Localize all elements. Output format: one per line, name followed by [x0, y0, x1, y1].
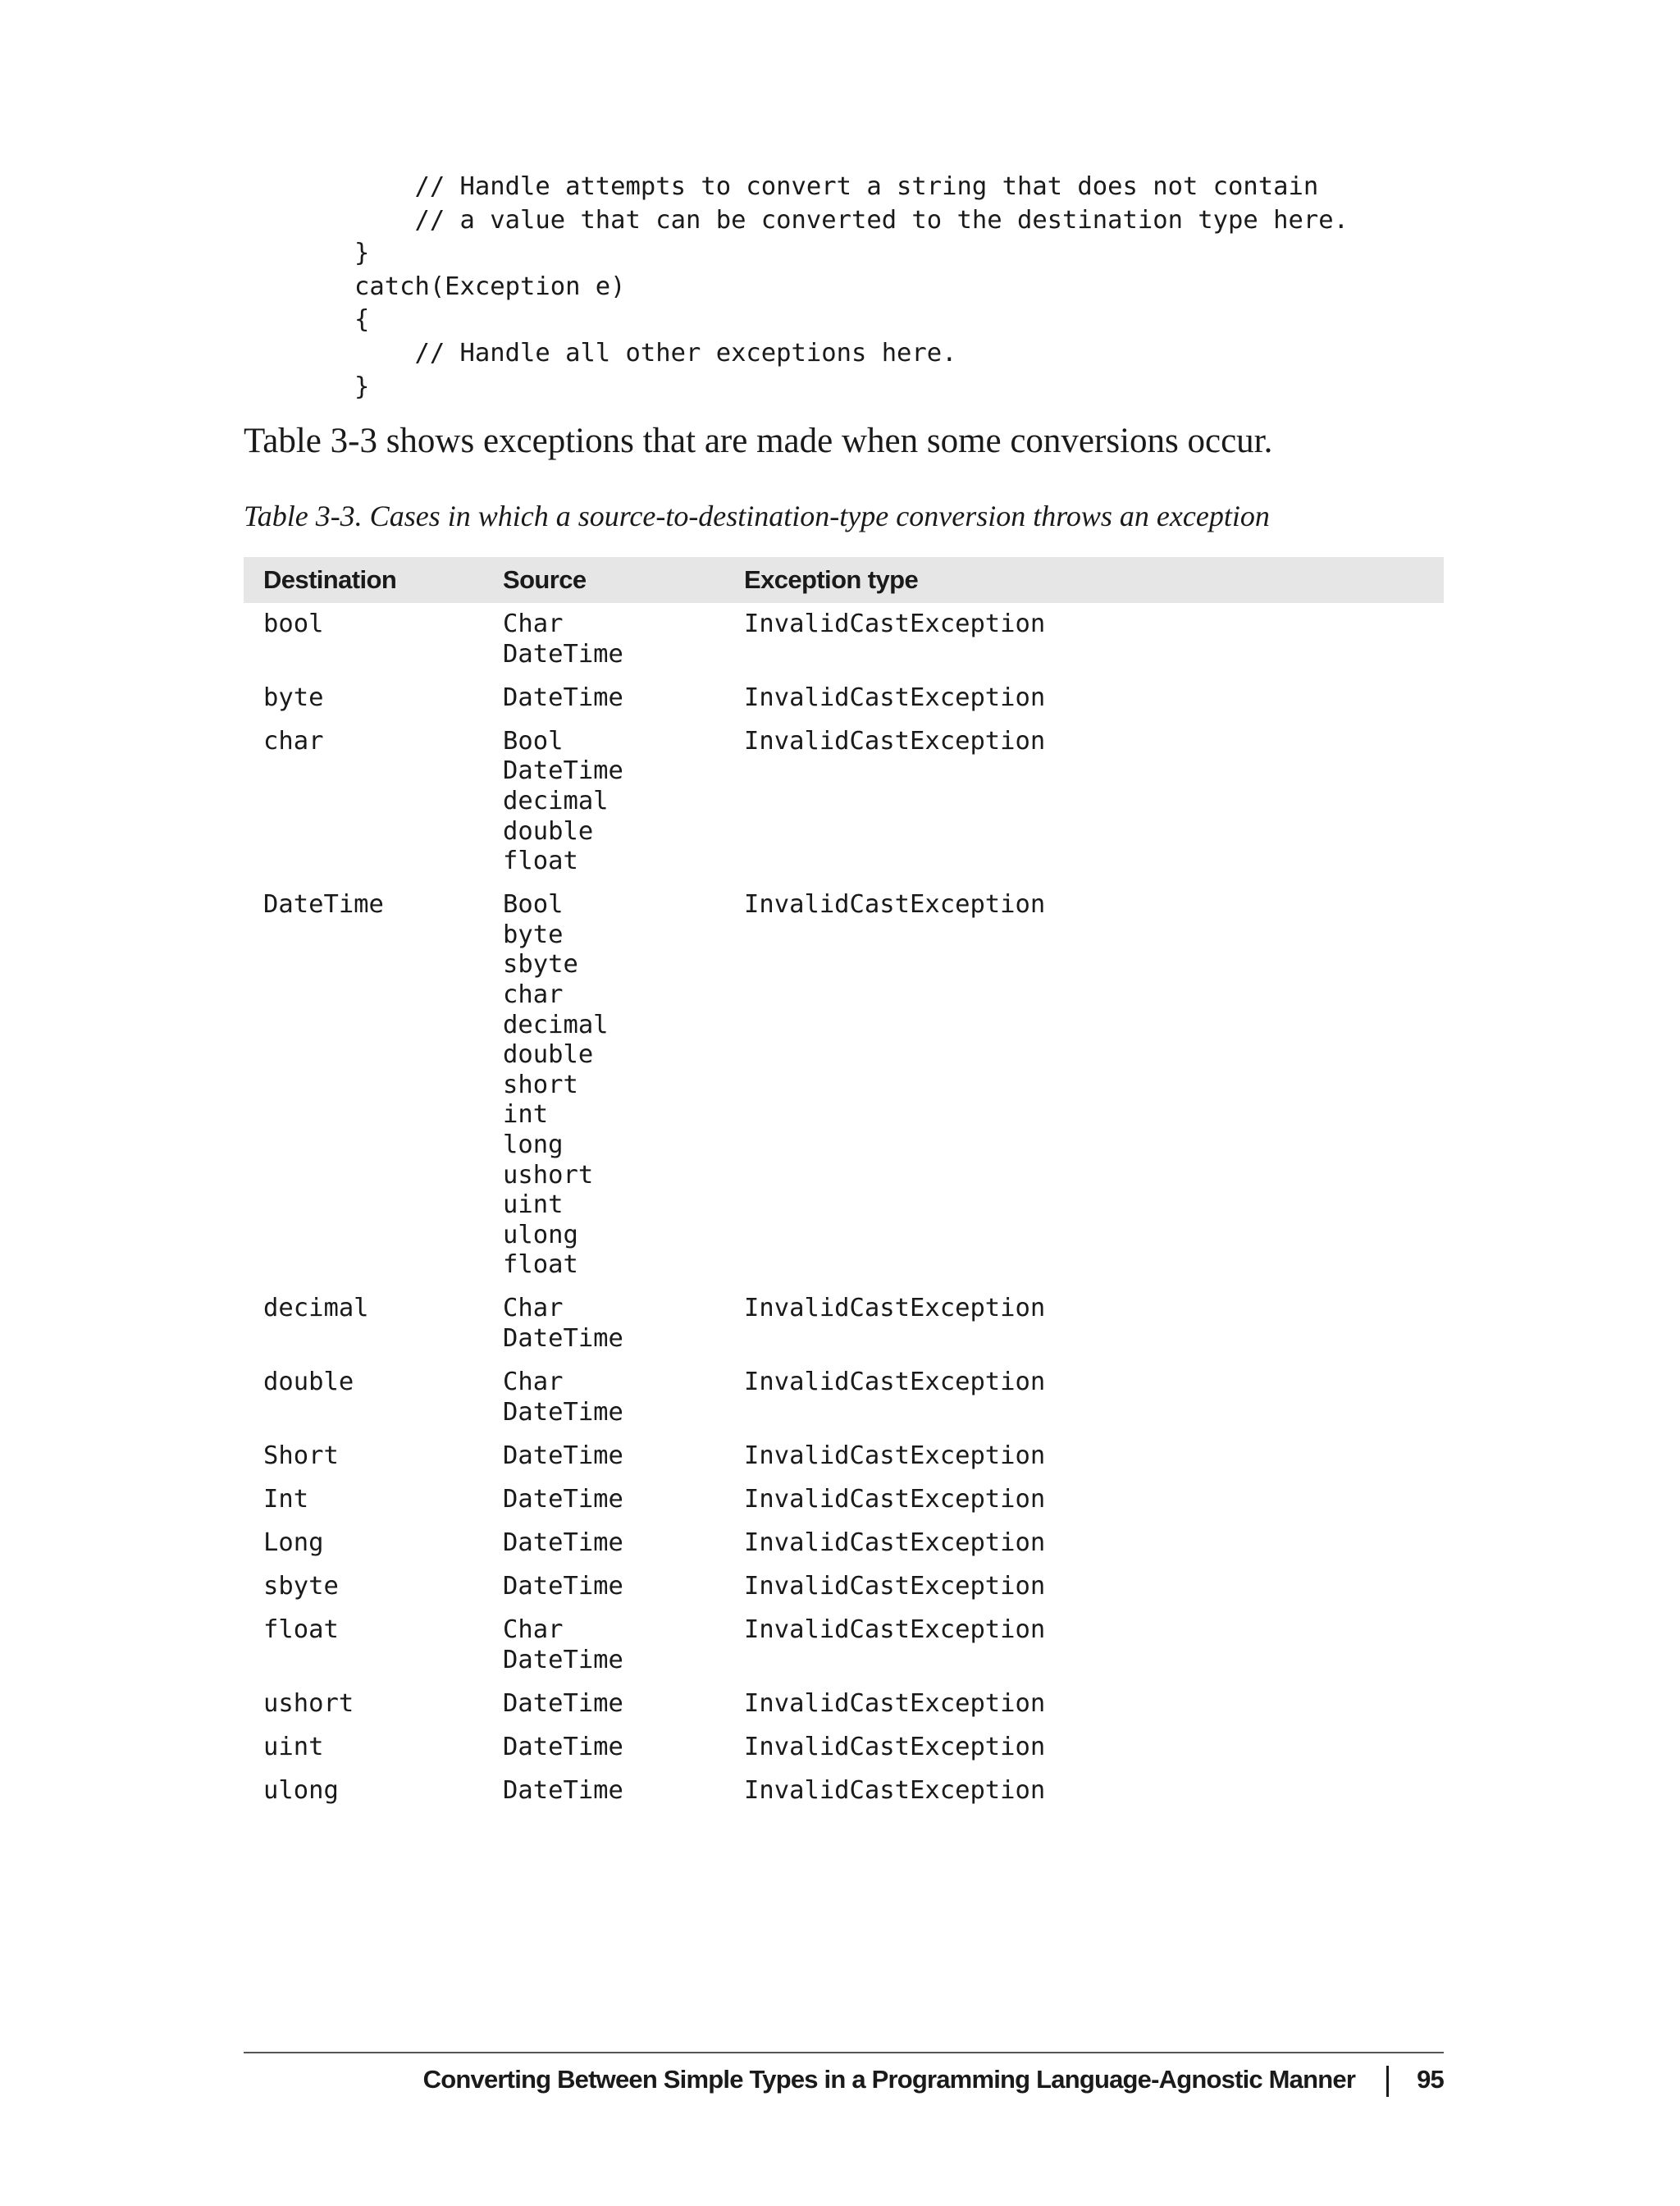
source-item: sbyte	[503, 950, 578, 980]
source-item: DateTime	[503, 1688, 623, 1718]
table-row	[244, 727, 1444, 877]
destination-cell: char	[263, 726, 324, 756]
footer-section-title: Converting Between Simple Types in a Programming Language-Agnostic Manner	[422, 2065, 1356, 2094]
exception-cell: InvalidCastException	[744, 1615, 1046, 1645]
page-number: 95	[1417, 2065, 1444, 2094]
source-cell	[503, 727, 733, 877]
source-cell	[503, 1441, 733, 1472]
exception-cell: InvalidCastException	[744, 1733, 1046, 1761]
source-item: double	[503, 816, 594, 846]
code-line: {	[354, 305, 370, 335]
source-cell	[503, 1689, 733, 1720]
source-item: float	[503, 847, 578, 876]
source-cell	[503, 1615, 733, 1675]
source-cell	[503, 1572, 733, 1602]
exception-cell: InvalidCastException	[744, 1484, 1046, 1514]
exception-cell: InvalidCastException	[744, 1368, 1046, 1397]
destination-cell: double	[263, 1368, 354, 1397]
source-cell	[503, 1294, 733, 1354]
source-item: Char	[503, 1615, 564, 1645]
source-item: byte	[503, 920, 564, 949]
source-item: short	[503, 1070, 578, 1099]
table-header-row	[244, 557, 1444, 603]
exception-cell: InvalidCastException	[744, 683, 1046, 712]
code-line: // Handle attempts to convert a string that does not contain	[354, 172, 1319, 201]
source-cell	[503, 1368, 733, 1427]
body-paragraph: Table 3-3 shows exceptions that are made when some conversions occur.	[244, 422, 1273, 460]
table-row	[244, 1689, 1444, 1720]
code-line: // a value that can be converted to the destination type here.	[354, 205, 1349, 235]
source-item: Char	[503, 1294, 564, 1323]
source-item: DateTime	[503, 639, 623, 669]
destination-cell: byte	[263, 683, 324, 712]
table-row	[244, 1776, 1444, 1806]
source-item: Char	[503, 610, 564, 638]
table-row	[244, 1733, 1444, 1763]
destination-cell: float	[263, 1615, 339, 1645]
source-item: decimal	[503, 1010, 609, 1039]
source-item: DateTime	[503, 756, 623, 786]
destination-cell: Int	[263, 1484, 309, 1514]
exception-cell: InvalidCastException	[744, 890, 1046, 920]
source-item: DateTime	[503, 683, 623, 712]
table-row	[244, 610, 1444, 669]
header-destination: Destination	[263, 565, 397, 594]
table-row	[244, 1528, 1444, 1559]
destination-cell: decimal	[263, 1294, 369, 1323]
destination-cell: ulong	[263, 1776, 339, 1806]
source-item: DateTime	[503, 1776, 623, 1806]
header-source: Source	[503, 565, 587, 594]
table-row	[244, 1485, 1444, 1515]
table-row	[244, 1368, 1444, 1427]
destination-cell: uint	[263, 1733, 324, 1761]
source-cell	[503, 1776, 733, 1806]
destination-cell: DateTime	[263, 890, 384, 920]
source-cell	[503, 1733, 733, 1763]
source-item: decimal	[503, 786, 609, 815]
source-item: DateTime	[503, 1645, 623, 1674]
code-line: catch(Exception e)	[354, 272, 626, 301]
destination-cell: sbyte	[263, 1572, 339, 1601]
footer-rule	[244, 2052, 1444, 2053]
table-caption: Table 3-3. Cases in which a source-to-destination-type conversion throws an exception	[244, 500, 1270, 532]
destination-cell: Short	[263, 1441, 339, 1470]
source-item: long	[503, 1130, 564, 1159]
table-row	[244, 1294, 1444, 1354]
exception-cell: InvalidCastException	[744, 726, 1046, 756]
source-item: DateTime	[503, 1484, 623, 1514]
header-exception-type: Exception type	[744, 565, 919, 594]
table-row	[244, 1572, 1444, 1602]
exception-cell: InvalidCastException	[744, 1776, 1046, 1806]
source-item: DateTime	[503, 1528, 623, 1558]
exception-cell: InvalidCastException	[744, 1688, 1046, 1718]
source-cell	[503, 1485, 733, 1515]
destination-cell: ushort	[263, 1688, 354, 1718]
source-item: int	[503, 1100, 549, 1130]
table-row	[244, 1441, 1444, 1472]
exception-cell: InvalidCastException	[744, 1572, 1046, 1601]
source-item: uint	[503, 1190, 564, 1220]
table-row	[244, 683, 1444, 714]
conversion-exceptions-table	[244, 557, 1444, 1820]
source-item: Bool	[503, 726, 564, 756]
source-cell	[503, 1528, 733, 1559]
page-footer	[423, 2059, 1444, 2100]
source-item: DateTime	[503, 1397, 623, 1427]
source-item: DateTime	[503, 1324, 623, 1354]
destination-cell: Long	[263, 1528, 324, 1558]
source-item: DateTime	[503, 1572, 623, 1601]
source-item: Bool	[503, 890, 564, 920]
exception-cell: InvalidCastException	[744, 1294, 1046, 1323]
exception-cell: InvalidCastException	[744, 1528, 1046, 1558]
source-item: Char	[503, 1368, 564, 1397]
source-cell	[503, 683, 733, 714]
footer-separator	[1386, 2066, 1389, 2097]
code-line: }	[354, 372, 370, 401]
source-item: double	[503, 1040, 594, 1070]
code-line: }	[354, 239, 370, 268]
source-item: float	[503, 1250, 578, 1280]
source-cell	[503, 610, 733, 669]
code-listing	[354, 171, 1349, 404]
source-item: char	[503, 980, 564, 1010]
table-row	[244, 890, 1444, 1281]
destination-cell: bool	[263, 610, 324, 638]
code-line: // Handle all other exceptions here.	[354, 338, 957, 368]
source-item: ulong	[503, 1220, 578, 1249]
table-row	[244, 1615, 1444, 1675]
table-body	[244, 610, 1444, 1806]
exception-cell: InvalidCastException	[744, 610, 1046, 638]
source-item: DateTime	[503, 1441, 623, 1470]
exception-cell: InvalidCastException	[744, 1441, 1046, 1470]
source-item: ushort	[503, 1160, 594, 1190]
source-cell	[503, 890, 733, 1281]
source-item: DateTime	[503, 1733, 623, 1761]
